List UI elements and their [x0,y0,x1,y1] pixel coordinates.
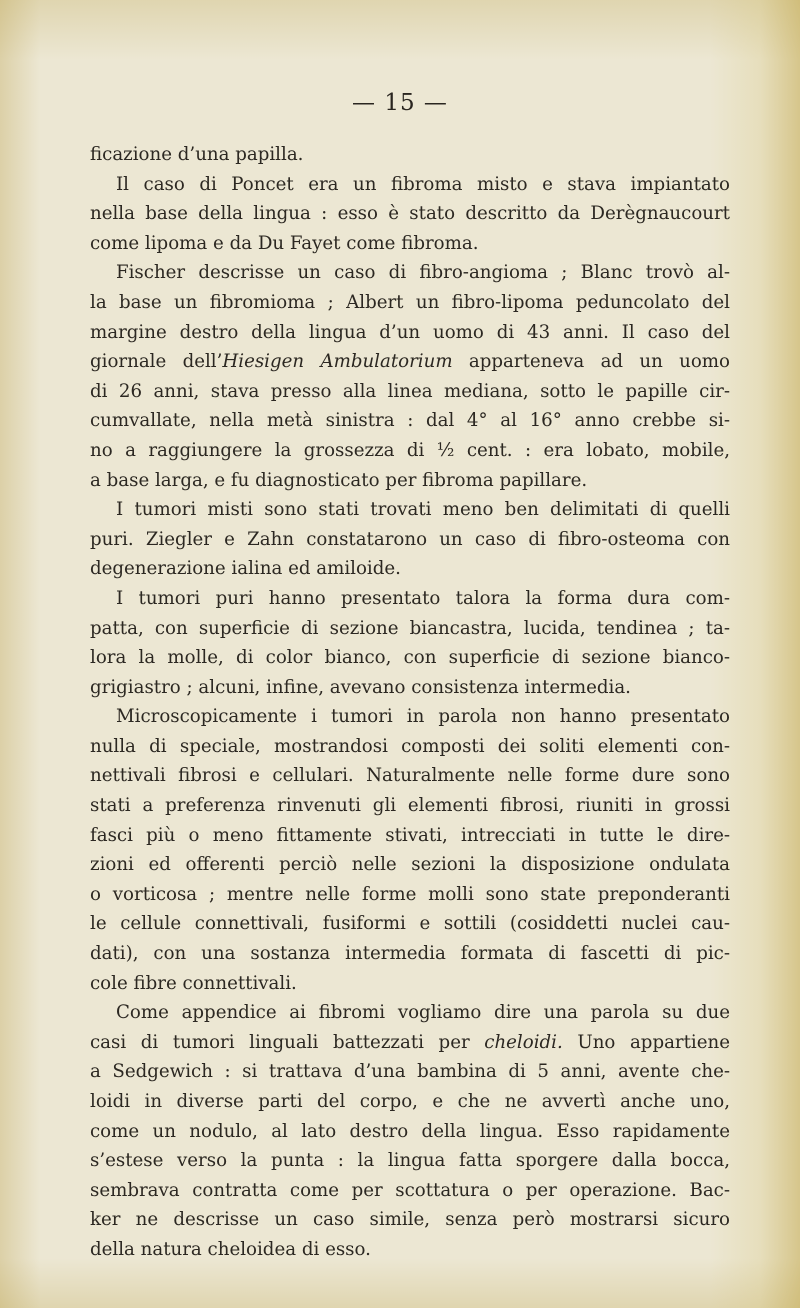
text-line [90,1028,730,1058]
text-line: di 26 anni, stava presso alla linea mediana, sotto le papille cir- [90,380,730,402]
text-line: cole fibre connettivali. [90,972,297,994]
text-line: ficazione d’una papilla. [90,144,304,165]
italic-title: cheloidi. [484,1031,563,1053]
text-segment: apparteneva ad un uomo [452,351,731,373]
text-line: come lipoma e da Du Fayet come fibroma. [90,232,479,254]
body-text [90,140,730,1265]
text-line: fasci più o meno fittamente stivati, intrecciati in tutte le dire- [90,824,730,846]
text-line: nettivali fibrosi e cellulari. Naturalmente nelle forme dure sono [90,765,730,787]
text-line: patta, con superficie di sezione biancastra, lucida, tendinea ; ta- [90,617,730,639]
text-line: come un nodulo, al lato destro della lingua. Esso rapidamente [90,1120,730,1142]
text-segment: casi di tumori linguali battezzati per [90,1031,485,1053]
text-line: o vorticosa ; mentre nelle forme molli sono state preponderanti [90,883,730,905]
text-segment: Uno appartiene [562,1031,730,1053]
text-line: Il caso di Poncet era un fibroma misto e stava impiantato [116,173,730,195]
text-line: ker ne descrisse un caso simile, senza però mostrarsi sicuro [90,1209,730,1231]
text-line: nulla di speciale, mostrandosi composti dei soliti elementi con- [90,735,730,757]
text-line: degenerazione ialina ed amiloide. [90,558,401,580]
text-line: a Sedgewich : si trattava d’una bambina di 5 anni, avente che- [90,1061,730,1083]
text-line: Microscopicamente i tumori in parola non hanno presentato [116,706,730,728]
text-line: grigiastro ; alcuni, infine, avevano consistenza intermedia. [90,676,631,698]
text-line: Come appendice ai fibromi vogliamo dire una parola su due [116,1002,730,1024]
text-line: la base un fibromioma ; Albert un fibro-lipoma peduncolato del [90,291,730,313]
text-line: no a raggiungere la grossezza di ½ cent. : era lobato, mobile, [90,439,730,461]
text-line: cumvallate, nella metà sinistra : dal 4° al 16° anno crebbe si- [90,410,730,432]
italic-title: Hiesigen Ambulatorium [222,351,453,373]
text-line: I tumori puri hanno presentato talora la forma dura com- [116,587,730,609]
text-line: margine destro della lingua d’un uomo di 43 anni. Il caso del [90,321,730,343]
text-line: Fischer descrisse un caso di fibro-angioma ; Blanc trovò al- [116,262,730,284]
text-line: a base larga, e fu diagnosticato per fibroma papillare. [90,469,588,491]
text-line: della natura cheloidea di esso. [90,1238,371,1260]
text-line: nella base della lingua : esso è stato descritto da Derègnaucourt [90,203,730,225]
text-line [90,347,730,377]
text-line: I tumori misti sono stati trovati meno ben delimitati di quelli [116,499,730,521]
text-line: le cellule connettivali, fusiformi e sottili (cosiddetti nuclei cau- [90,913,730,935]
text-line: stati a preferenza rinvenuti gli elementi fibrosi, riuniti in grossi [90,795,730,817]
page-number: — 15 — [352,90,448,116]
text-line: s’estese verso la punta : la lingua fatta sporgere dalla bocca, [90,1150,730,1172]
text-line: loidi in diverse parti del corpo, e che ne avvertì anche uno, [90,1091,730,1112]
text-line: zioni ed offerenti perciò nelle sezioni la disposizione ondulata [90,854,730,876]
text-line: lora la molle, di color bianco, con superficie di sezione bianco- [90,647,730,669]
text-line: puri. Ziegler e Zahn constatarono un caso di fibro-osteoma con [90,528,730,550]
text-segment: giornale dell’ [90,351,223,373]
text-line: sembrava contratta come per scottatura o per operazione. Bac- [90,1179,730,1201]
text-line: dati), con una sostanza intermedia formata di fascetti di pic- [90,943,730,965]
